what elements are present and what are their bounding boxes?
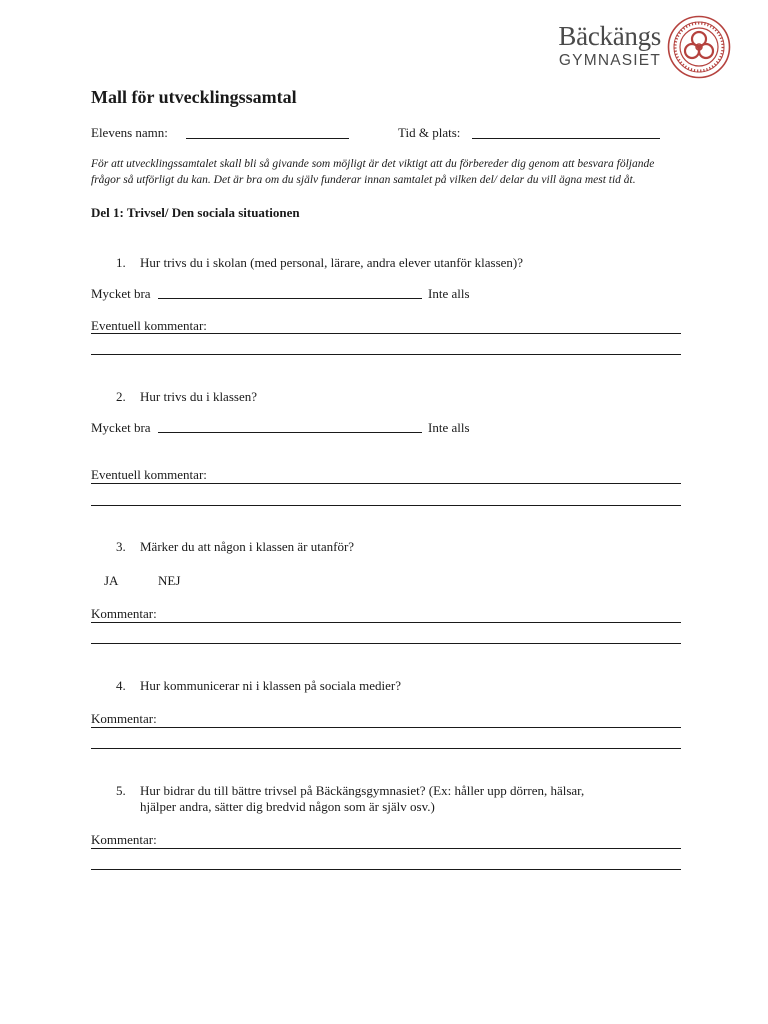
question-number: 2. [116,389,126,404]
comment-line[interactable] [91,848,681,849]
comment-line[interactable] [91,748,681,749]
comment-line[interactable] [91,622,681,623]
comment-label: Kommentar: [91,711,157,726]
scale-right-label: Inte alls [428,286,470,301]
logo-name: Bäckängs [558,21,661,51]
question-number: 1. [116,255,126,270]
rating-scale-line[interactable] [158,298,422,299]
comment-line[interactable] [91,727,681,728]
comment-line[interactable] [91,483,681,484]
logo-subtitle: GYMNASIET [558,52,661,69]
rating-scale-line[interactable] [158,432,422,433]
no-option[interactable]: NEJ [158,573,181,588]
comment-line[interactable] [91,869,681,870]
comment-label: Kommentar: [91,606,157,621]
question-text: Hur trivs du i klassen? [140,389,257,404]
scale-left-label: Mycket bra [91,286,151,301]
question-text: Hur bidrar du till bättre trivsel på Bäckängsgymnasiet? (Ex: håller upp dörren, hälsar, [140,783,585,798]
comment-label: Eventuell kommentar: [91,318,207,333]
question-number: 3. [116,539,126,554]
student-name-field[interactable] [186,138,349,139]
yes-option[interactable]: JA [104,573,119,588]
section-title: Del 1: Trivsel/ Den sociala situationen [91,205,300,220]
comment-label: Kommentar: [91,832,157,847]
time-place-label: Tid & plats: [398,125,461,140]
school-seal-icon [667,15,731,79]
student-name-label: Elevens namn: [91,125,168,140]
comment-line[interactable] [91,643,681,644]
question-text: Hur trivs du i skolan (med personal, lärare, andra elever utanför klassen)? [140,255,523,270]
question-number: 4. [116,678,126,693]
comment-line[interactable] [91,505,681,506]
time-place-field[interactable] [472,138,660,139]
question-number: 5. [116,783,126,798]
question-text: Hur kommunicerar ni i klassen på sociala medier? [140,678,401,693]
scale-left-label: Mycket bra [91,420,151,435]
question-text: Märker du att någon i klassen är utanför? [140,539,355,554]
scale-right-label: Inte alls [428,420,470,435]
page-title: Mall för utvecklingssamtal [91,87,297,107]
question-text: hjälper andra, sätter dig bredvid någon som är själv osv.) [140,799,435,814]
comment-line[interactable] [91,354,681,355]
intro-text: För att utvecklingssamtalet skall bli så givande som möjligt är det viktigt att du förbereder dig genom att besvara följande frågor så utförligt du kan. Det är bra om du själv funderar innan samtalet på vilken del/ delar du vill ägna mest tid åt. [91,158,655,186]
comment-line[interactable] [91,333,681,334]
comment-label: Eventuell kommentar: [91,467,207,482]
